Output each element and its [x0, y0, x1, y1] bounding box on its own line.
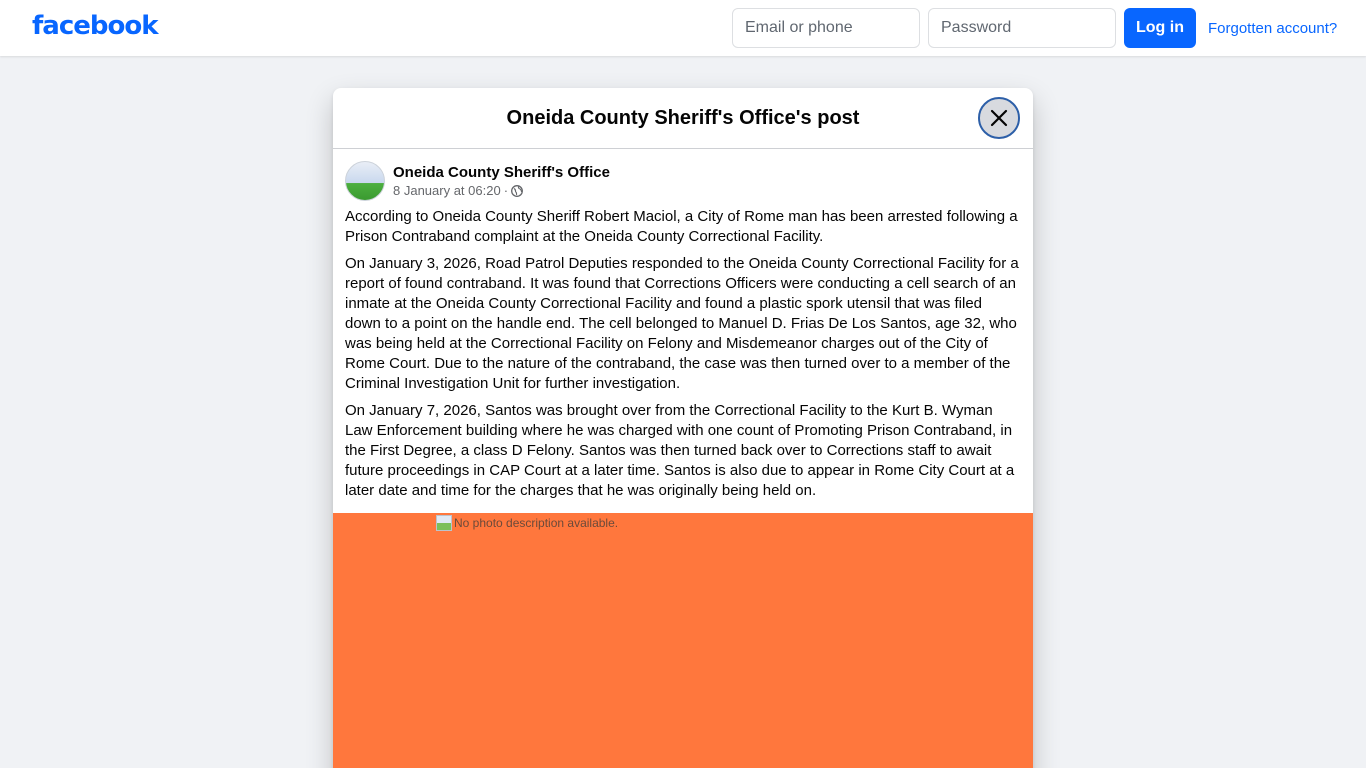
post-meta	[393, 183, 610, 199]
post-paragraph: On January 7, 2026, Santos was brought over from the Correctional Facility to the Kurt B. Wyman Law Enforcement building where he was charged with one count of Promoting Prison Contraband, in the First Degree, a class D Felony. Santos was then turned back over to Corrections staff to await future proceedings in CAP Court at a later time. Santos is also due to appear in Rome City Court at a later date and time for the charges that he was originally being held on.	[345, 402, 1015, 499]
broken-image-placeholder	[436, 515, 618, 531]
password-field[interactable]	[928, 8, 1116, 48]
post-author[interactable]: Oneida County Sheriff's Office	[393, 164, 610, 181]
post-paragraph: According to Oneida County Sheriff Robert Maciol, a City of Rome man has been arrested following a Prison Contraband complaint at the Oneida County Correctional Facility.	[345, 208, 1018, 245]
post-header	[333, 149, 1033, 201]
forgotten-account-link[interactable]: Forgotten account?	[1207, 19, 1338, 37]
post-timestamp[interactable]: 8 January at 06:20	[393, 183, 501, 198]
photo-alt-text: No photo description available.	[454, 516, 619, 530]
post-photo[interactable]	[333, 513, 1033, 768]
globe-icon	[511, 185, 523, 197]
post-paragraph: On January 3, 2026, Road Patrol Deputies responded to the Oneida County Correctional Facility for a report of found contraband. It was found that Corrections Officers were conducting a cell search of an inmate at the Oneida County Correctional Facility and found a plastic spork utensil that was filed down to a point on the handle end. The cell belonged to Manuel D. Frias De Los Santos, age 32, who was being held at the Correctional Facility on Felony and Misdemeanor charges out of the City of Rome Court. Due to the nature of the contraband, the case was then turned over to a member of the Criminal Investigation Unit for further investigation.	[345, 255, 1019, 392]
login-form	[732, 8, 1337, 48]
login-button[interactable]: Log in	[1124, 8, 1196, 48]
avatar[interactable]	[345, 161, 385, 201]
email-field[interactable]	[732, 8, 920, 48]
post-dialog	[333, 88, 1033, 768]
post-body	[333, 201, 1033, 518]
close-icon	[990, 109, 1008, 127]
dialog-title: Oneida County Sheriff's Office's post	[506, 106, 860, 129]
meta-separator: ·	[503, 183, 509, 198]
broken-image-icon	[436, 515, 452, 531]
top-navigation-bar	[0, 0, 1366, 56]
facebook-logo[interactable]: facebook	[32, 11, 158, 41]
close-button[interactable]	[978, 97, 1020, 139]
dialog-header	[333, 88, 1033, 149]
